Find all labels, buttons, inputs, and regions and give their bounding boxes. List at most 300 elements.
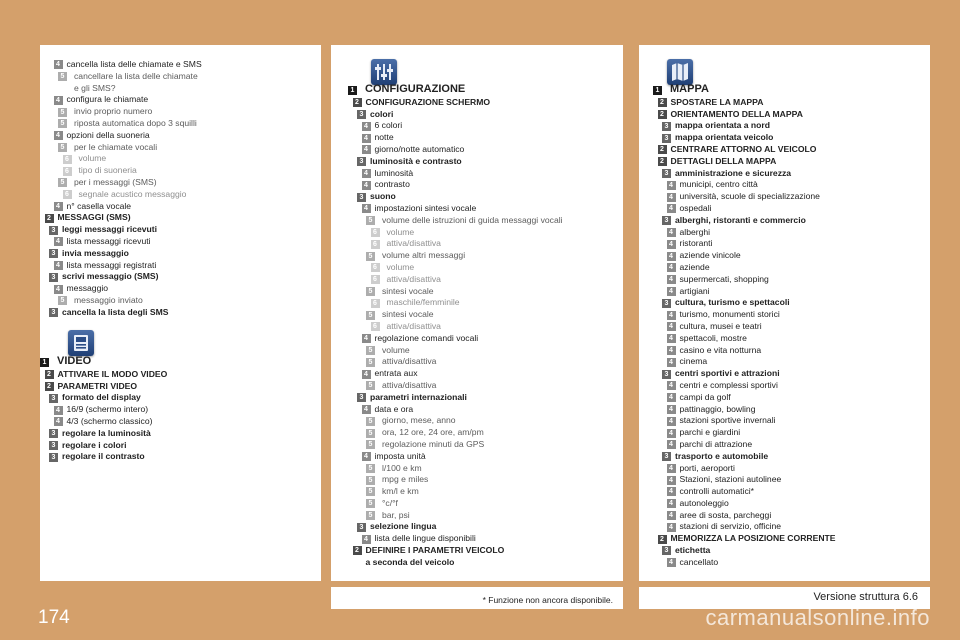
level-badge: 4	[362, 535, 371, 544]
level-badge: 2	[45, 214, 54, 223]
menu-item-label: segnale acustico messaggio	[78, 188, 187, 199]
column-middle	[331, 45, 623, 581]
menu-item-label: volume	[386, 226, 415, 237]
menu-item	[639, 368, 930, 380]
level-badge: 3	[49, 273, 58, 282]
menu-item	[40, 369, 321, 381]
level-badge: 2	[658, 98, 667, 107]
menu-item-label: attiva/disattiva	[386, 238, 441, 249]
menu-item-label: DEFINIRE I PARAMETRI VEICOLO	[365, 545, 505, 556]
menu-item-label: stazioni di servizio, officine	[679, 521, 782, 532]
level-badge: 1	[653, 86, 662, 95]
level-badge: 6	[63, 155, 72, 164]
menu-item-label: attiva/disattiva	[386, 320, 441, 331]
level-badge: 4	[667, 334, 676, 343]
menu-item	[40, 153, 321, 165]
level-badge: 5	[366, 499, 375, 508]
version-label: Versione struttura 6.6	[813, 591, 918, 603]
menu-item-label: leggi messaggi ricevuti	[62, 224, 158, 235]
menu-item	[639, 345, 930, 357]
menu-item-label: ospedali	[679, 202, 712, 213]
level-badge: 4	[667, 252, 676, 261]
menu-item	[40, 224, 321, 236]
menu-item	[639, 533, 930, 545]
level-badge: 4	[667, 523, 676, 532]
level-badge: 4	[362, 204, 371, 213]
menu-item	[331, 203, 623, 215]
level-badge: 5	[366, 216, 375, 225]
menu-item-label: centri sportivi e attrazioni	[675, 368, 780, 379]
level-badge: 4	[667, 511, 676, 520]
menu-item	[331, 297, 623, 309]
menu-item-label: attiva/disattiva	[382, 379, 437, 390]
menu-item-label: giorno, mese, anno	[382, 415, 456, 426]
level-badge: 2	[45, 382, 54, 391]
level-badge: 5	[58, 119, 67, 128]
menu-item	[639, 297, 930, 309]
menu-item	[639, 380, 930, 392]
page-number: 174	[38, 607, 70, 628]
menu-item	[639, 97, 930, 109]
menu-item-label: cancellare la lista delle chiamate	[74, 70, 198, 81]
menu-item	[40, 260, 321, 272]
level-badge: 2	[353, 546, 362, 555]
level-badge: 3	[662, 370, 671, 379]
menu-item-label: messaggio inviato	[74, 294, 143, 305]
menu-item-label: cinema	[679, 356, 708, 367]
level-badge: 3	[662, 134, 671, 143]
menu-item	[331, 415, 623, 427]
menu-item	[40, 357, 321, 369]
menu-item	[331, 533, 623, 545]
menu-item	[639, 439, 930, 451]
menu-item-label: sintesi vocale	[382, 285, 434, 296]
menu-item-label: regolare la luminosità	[62, 427, 151, 438]
menu-item	[639, 356, 930, 368]
menu-list-video	[40, 357, 321, 463]
menu-item-label: alberghi, ristoranti e commercio	[675, 214, 806, 225]
level-badge: 5	[366, 464, 375, 473]
footnote-text: * Funzione non ancora disponibile.	[482, 595, 613, 605]
menu-item	[40, 71, 321, 83]
level-badge: 5	[366, 287, 375, 296]
menu-item	[40, 83, 321, 95]
menu-item-label: ora, 12 ore, 24 ore, am/pm	[382, 427, 484, 438]
menu-item-label: scrivi messaggio (SMS)	[62, 271, 159, 282]
menu-item	[639, 451, 930, 463]
level-badge: 5	[366, 476, 375, 485]
level-badge: 5	[366, 381, 375, 390]
menu-item-label: alberghi	[679, 226, 711, 237]
level-badge: 3	[49, 249, 58, 258]
level-badge: 4	[362, 334, 371, 343]
menu-item-label: aree di sosta, parcheggi	[679, 509, 772, 520]
menu-item	[40, 212, 321, 224]
menu-item-label: selezione lingua	[370, 521, 437, 532]
menu-item	[331, 227, 623, 239]
level-badge: 4	[667, 405, 676, 414]
menu-item	[639, 179, 930, 191]
menu-item-label: regolare i colori	[62, 439, 127, 450]
level-badge: 5	[366, 429, 375, 438]
level-badge: 4	[362, 452, 371, 461]
watermark: carmanualsonline.info	[705, 605, 930, 630]
level-badge: 5	[58, 143, 67, 152]
menu-item-label: parametri internazionali	[370, 391, 467, 402]
level-badge: 4	[667, 275, 676, 284]
menu-item-label: n° casella vocale	[66, 200, 132, 211]
menu-item-label: 16/9 (schermo intero)	[66, 404, 149, 415]
menu-item-label: municipi, centro città	[679, 179, 758, 190]
level-badge: 3	[662, 546, 671, 555]
menu-item	[639, 238, 930, 250]
menu-item	[639, 427, 930, 439]
level-badge: 4	[667, 487, 676, 496]
level-badge: 4	[667, 393, 676, 402]
menu-item	[639, 474, 930, 486]
menu-item	[40, 283, 321, 295]
menu-item-label: campi da golf	[679, 391, 731, 402]
level-badge: 4	[667, 193, 676, 202]
menu-item-label: regolare il contrasto	[62, 451, 145, 462]
menu-item	[331, 97, 623, 109]
menu-item-label: cancellato	[679, 556, 719, 567]
level-badge: 4	[362, 134, 371, 143]
menu-item-label: luminosità	[374, 167, 414, 178]
level-badge: 2	[353, 98, 362, 107]
menu-item-label: centri e complessi sportivi	[679, 379, 778, 390]
menu-item-label: MEMORIZZA LA POSIZIONE CORRENTE	[670, 533, 836, 544]
menu-item	[40, 307, 321, 319]
menu-item-label: km/l e km	[382, 486, 419, 497]
level-badge: 3	[662, 122, 671, 131]
menu-item	[639, 227, 930, 239]
menu-item	[639, 463, 930, 475]
menu-item-label: aziende	[679, 261, 710, 272]
level-badge: 4	[667, 311, 676, 320]
menu-item	[331, 345, 623, 357]
menu-item-label: Stazioni, stazioni autolinee	[679, 474, 782, 485]
menu-item	[40, 59, 321, 71]
level-badge: 6	[371, 275, 380, 284]
menu-item-label: luminosità e contrasto	[370, 155, 462, 166]
level-badge: 4	[667, 476, 676, 485]
menu-item	[639, 191, 930, 203]
menu-item	[331, 215, 623, 227]
menu-item-label: volume	[382, 344, 410, 355]
menu-item-label: trasporto e automobile	[675, 450, 769, 461]
menu-item	[331, 250, 623, 262]
menu-item-label: sintesi vocale	[382, 309, 434, 320]
menu-item-label: volume delle istruzioni di guida messaggi vocali	[382, 214, 563, 225]
level-badge: 3	[357, 523, 366, 532]
level-badge: 4	[667, 287, 676, 296]
level-badge: 4	[362, 169, 371, 178]
menu-item-label: mappa orientata veicolo	[675, 132, 774, 143]
menu-item	[331, 451, 623, 463]
menu-item-label: MAPPA	[670, 83, 709, 95]
level-badge: 6	[371, 322, 380, 331]
level-badge: 6	[63, 167, 72, 176]
menu-item	[40, 189, 321, 201]
menu-item	[40, 248, 321, 260]
menu-item-label: artigiani	[679, 285, 710, 296]
menu-item	[639, 545, 930, 557]
menu-item-label: 6 colori	[374, 120, 403, 131]
level-badge: 4	[667, 228, 676, 237]
menu-item	[639, 392, 930, 404]
level-badge: 3	[357, 393, 366, 402]
menu-item	[40, 416, 321, 428]
level-badge: 4	[667, 181, 676, 190]
menu-item	[331, 274, 623, 286]
menu-item-label: configura le chiamate	[66, 94, 149, 105]
menu-item	[40, 381, 321, 393]
level-badge: 4	[54, 406, 63, 415]
menu-list-phone	[40, 59, 321, 319]
menu-item	[40, 451, 321, 463]
menu-item-label: attiva/disattiva	[382, 356, 437, 367]
menu-item-label: imposta unità	[374, 450, 426, 461]
menu-item-label: mpg e miles	[382, 474, 429, 485]
menu-item-label: parchi di attrazione	[679, 438, 753, 449]
level-badge: 4	[362, 181, 371, 190]
menu-item	[639, 521, 930, 533]
menu-item-label: volume	[386, 261, 415, 272]
menu-item	[331, 333, 623, 345]
menu-item-label: °c/°f	[382, 497, 398, 508]
menu-item	[331, 463, 623, 475]
level-badge: 3	[49, 226, 58, 235]
menu-item-label: porti, aeroporti	[679, 462, 735, 473]
menu-item-label: cultura, musei e teatri	[679, 320, 762, 331]
menu-item-label: etichetta	[675, 545, 711, 556]
menu-item-label: MESSAGGI (SMS)	[57, 212, 131, 223]
menu-item-label: supermercati, shopping	[679, 273, 769, 284]
level-badge: 4	[54, 60, 63, 69]
menu-item-label: tipo di suoneria	[78, 165, 137, 176]
menu-item-label: ATTIVARE IL MODO VIDEO	[57, 368, 168, 379]
menu-item-label: attiva/disattiva	[386, 273, 441, 284]
menu-item	[639, 286, 930, 298]
menu-item	[639, 274, 930, 286]
menu-item	[331, 144, 623, 156]
menu-item-label: suono	[370, 191, 396, 202]
menu-item	[331, 368, 623, 380]
menu-item-label: lista messaggi ricevuti	[66, 235, 151, 246]
menu-item-label: ristoranti	[679, 238, 713, 249]
menu-item-label: maschile/femminile	[386, 297, 460, 308]
level-badge: 3	[662, 452, 671, 461]
level-badge: 5	[58, 296, 67, 305]
level-badge: 4	[667, 381, 676, 390]
level-badge: 3	[49, 453, 58, 462]
level-badge: 4	[667, 346, 676, 355]
menu-item-label: l/100 e km	[382, 462, 422, 473]
level-badge: 4	[667, 204, 676, 213]
menu-item	[331, 109, 623, 121]
menu-item	[639, 321, 930, 333]
menu-list-mappa	[639, 85, 930, 569]
footnote-bar	[331, 587, 623, 609]
menu-item-label: 4/3 (schermo classico)	[66, 415, 153, 426]
menu-item	[40, 428, 321, 440]
menu-item	[40, 118, 321, 130]
menu-item	[639, 109, 930, 121]
menu-item	[331, 498, 623, 510]
menu-item-label: per le chiamate vocali	[74, 141, 158, 152]
level-badge: 6	[371, 263, 380, 272]
menu-item-label: colori	[370, 108, 394, 119]
level-badge: 4	[667, 358, 676, 367]
level-badge: 3	[662, 169, 671, 178]
level-badge: 5	[366, 346, 375, 355]
level-badge: 4	[667, 263, 676, 272]
level-badge: 4	[54, 96, 63, 105]
menu-item	[331, 474, 623, 486]
level-badge: 4	[54, 285, 63, 294]
menu-item	[331, 404, 623, 416]
menu-item	[331, 309, 623, 321]
level-badge: 6	[371, 299, 380, 308]
menu-item	[639, 144, 930, 156]
menu-item	[639, 309, 930, 321]
level-badge: 4	[667, 417, 676, 426]
level-badge: 4	[54, 131, 63, 140]
menu-item	[639, 415, 930, 427]
menu-item-label: invio proprio numero	[74, 106, 153, 117]
menu-item-label: volume altri messaggi	[382, 250, 466, 261]
level-badge: 1	[40, 358, 49, 367]
menu-item	[40, 404, 321, 416]
menu-item-label: controlli automatici*	[679, 486, 755, 497]
level-badge: 5	[366, 252, 375, 261]
menu-item-label: amministrazione e sicurezza	[675, 167, 792, 178]
menu-item	[40, 94, 321, 106]
menu-item-label: volume	[78, 153, 107, 164]
menu-item-label: pattinaggio, bowling	[679, 403, 756, 414]
menu-item	[639, 120, 930, 132]
menu-item-label: data e ora	[374, 403, 414, 414]
level-badge: 3	[49, 308, 58, 317]
menu-item	[331, 191, 623, 203]
column-right	[639, 45, 930, 581]
level-badge: 3	[357, 193, 366, 202]
menu-item	[331, 510, 623, 522]
menu-item	[331, 286, 623, 298]
menu-item-label: università, scuole di specializzazione	[679, 191, 820, 202]
menu-item	[639, 132, 930, 144]
level-badge: 1	[348, 86, 357, 95]
menu-item	[331, 85, 623, 97]
menu-item	[331, 262, 623, 274]
menu-item-label: a seconda del veicolo	[365, 556, 455, 567]
level-badge: 2	[658, 535, 667, 544]
menu-list-configurazione	[331, 85, 623, 569]
menu-item	[331, 545, 623, 557]
level-badge: 4	[362, 122, 371, 131]
menu-item	[40, 177, 321, 189]
level-badge: 3	[357, 110, 366, 119]
menu-item	[40, 271, 321, 283]
menu-item-label: per i messaggi (SMS)	[74, 176, 157, 187]
menu-item-label: regolazione comandi vocali	[374, 332, 479, 343]
level-badge: 2	[45, 370, 54, 379]
menu-item-label: contrasto	[374, 179, 410, 190]
level-badge: 2	[658, 110, 667, 119]
video-card-icon	[68, 330, 94, 356]
menu-item-label: notte	[374, 132, 394, 143]
level-badge: 6	[371, 240, 380, 249]
menu-item	[639, 498, 930, 510]
menu-item	[639, 168, 930, 180]
level-badge: 3	[662, 299, 671, 308]
menu-item-label: parchi e giardini	[679, 427, 741, 438]
level-badge: 3	[49, 429, 58, 438]
level-badge: 3	[49, 394, 58, 403]
menu-item	[331, 168, 623, 180]
level-badge: 4	[667, 558, 676, 567]
level-badge: 4	[667, 440, 676, 449]
menu-item	[40, 130, 321, 142]
menu-item-label: impostazioni sintesi vocale	[374, 202, 477, 213]
level-badge: 5	[366, 440, 375, 449]
level-badge: 4	[667, 464, 676, 473]
menu-item	[331, 132, 623, 144]
menu-item-label: messaggio	[66, 283, 109, 294]
menu-item-label: lista delle lingue disponibili	[374, 533, 476, 544]
menu-item-label: regolazione minuti da GPS	[382, 438, 485, 449]
level-badge: 3	[357, 157, 366, 166]
menu-item-label: opzioni della suoneria	[66, 129, 150, 140]
level-badge: 2	[658, 157, 667, 166]
menu-item	[331, 521, 623, 533]
level-badge: 4	[667, 322, 676, 331]
level-badge: 5	[58, 72, 67, 81]
level-badge: 6	[371, 228, 380, 237]
menu-item	[331, 238, 623, 250]
level-badge: 6	[63, 190, 72, 199]
menu-item	[639, 333, 930, 345]
menu-item	[40, 201, 321, 213]
menu-item	[639, 262, 930, 274]
level-badge: 5	[366, 511, 375, 520]
level-badge: 4	[54, 417, 63, 426]
menu-item	[639, 250, 930, 262]
menu-item	[331, 486, 623, 498]
level-badge: 5	[58, 178, 67, 187]
menu-item-label: turismo, monumenti storici	[679, 309, 780, 320]
level-badge: 3	[49, 441, 58, 450]
menu-item	[639, 85, 930, 97]
settings-icon	[371, 59, 397, 85]
menu-item-label: CONFIGURAZIONE	[365, 83, 466, 95]
menu-item-label: cancella la lista degli SMS	[62, 306, 169, 317]
menu-item	[639, 156, 930, 168]
menu-item	[639, 510, 930, 522]
level-badge: 4	[54, 202, 63, 211]
level-badge: 4	[667, 240, 676, 249]
menu-item	[331, 557, 623, 569]
menu-item	[331, 439, 623, 451]
menu-item-label: e gli SMS?	[74, 82, 116, 93]
menu-item	[331, 120, 623, 132]
menu-item-label: casino e vita notturna	[679, 344, 762, 355]
menu-item-label: bar, psi	[382, 509, 410, 520]
level-badge: 5	[366, 417, 375, 426]
menu-item	[331, 321, 623, 333]
column-left	[40, 45, 321, 581]
